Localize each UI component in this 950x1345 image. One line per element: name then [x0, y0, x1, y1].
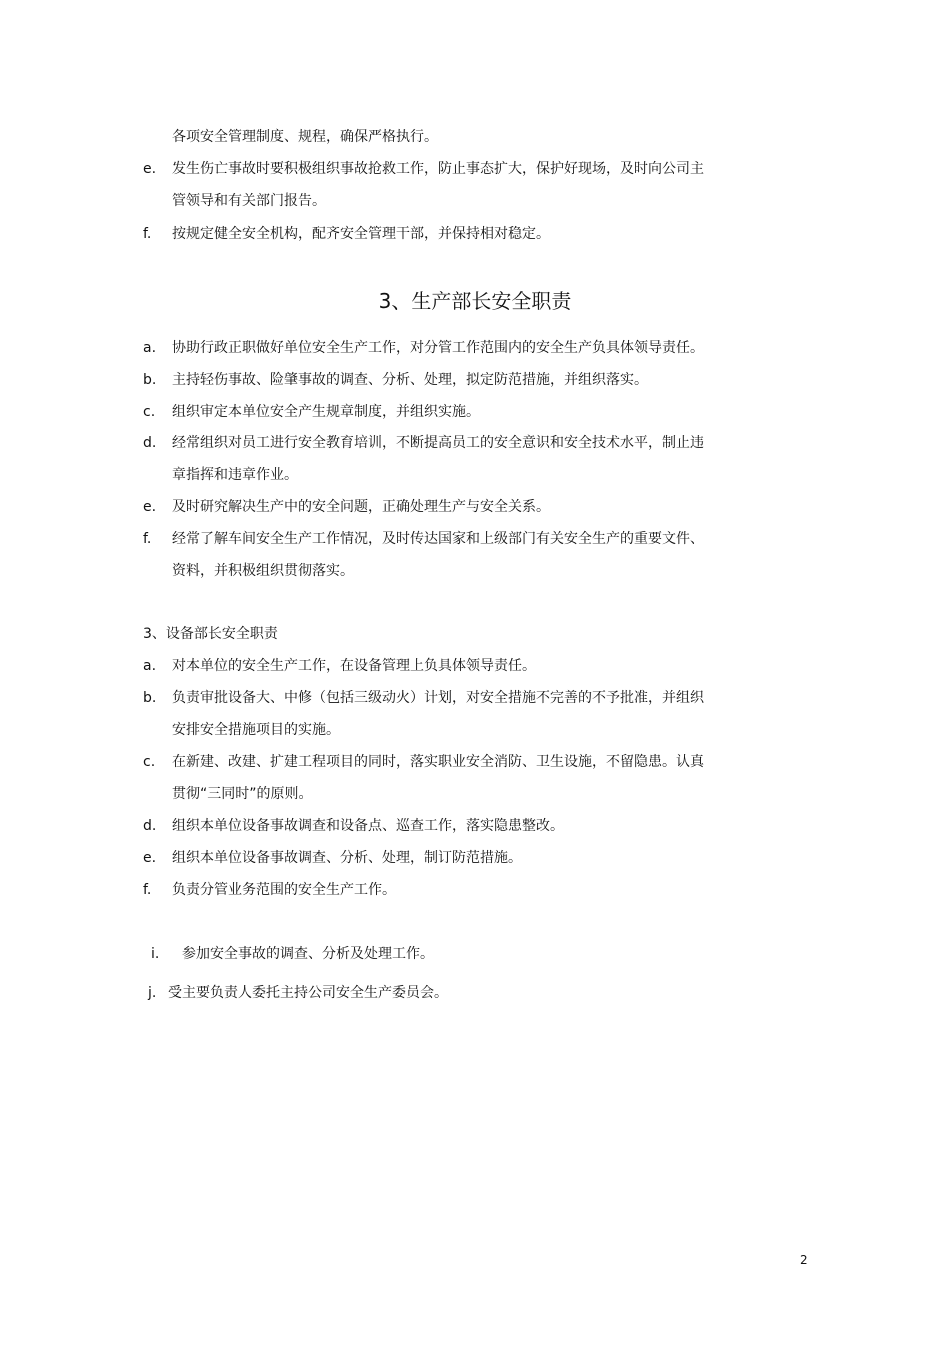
- list-marker: b.: [143, 690, 157, 706]
- list-marker: e.: [143, 499, 157, 515]
- list-item-text: 资料，并积极组织贯彻落实。: [172, 563, 354, 579]
- subsection-heading-text: 3、设备部长安全职责: [143, 626, 278, 642]
- list-marker: a.: [143, 658, 157, 674]
- list-marker: d.: [143, 818, 157, 834]
- list-marker: i.: [151, 946, 160, 962]
- list-marker: b.: [143, 372, 157, 388]
- list-marker: c.: [143, 754, 156, 770]
- list-item-text: 安排安全措施项目的实施。: [172, 722, 340, 738]
- list-item-text: 协助行政正职做好单位安全生产工作，对分管工作范围内的安全生产负具体领导责任。: [172, 340, 704, 356]
- list-item-text: 参加安全事故的调查、分析及处理工作。: [182, 946, 434, 962]
- list-item-text: 在新建、改建、扩建工程项目的同时，落实职业安全消防、卫生设施，不留隐患。认真: [172, 754, 704, 770]
- page-number: 2: [800, 1253, 808, 1267]
- list-item-text: 经常组织对员工进行安全教育培训，不断提高员工的安全意识和安全技术水平，制止违: [172, 435, 704, 451]
- list-item-text: 发生伤亡事故时要积极组织事故抢救工作，防止事态扩大，保护好现场，及时向公司主: [172, 161, 704, 177]
- list-item-text: 组织本单位设备事故调查和设备点、巡查工作，落实隐患整改。: [172, 818, 564, 834]
- section-heading: 3、生产部长安全职责: [378, 289, 572, 313]
- list-item-text: 负责审批设备大、中修（包括三级动火）计划，对安全措施不完善的不予批准，并组织: [172, 690, 704, 706]
- list-item-text: 章指挥和违章作业。: [172, 467, 298, 483]
- list-item-text: 组织本单位设备事故调查、分析、处理，制订防范措施。: [172, 850, 522, 866]
- list-marker: c.: [143, 404, 156, 420]
- list-item-text: 主持轻伤事故、险肇事故的调查、分析、处理，拟定防范措施，并组织落实。: [172, 372, 648, 388]
- list-item-text: 贯彻“三同时”的原则。: [172, 786, 313, 802]
- list-item-text: 组织审定本单位安全产生规章制度，并组织实施。: [172, 404, 480, 420]
- list-item-text: 按规定健全安全机构，配齐安全管理干部，并保持相对稳定。: [172, 226, 550, 242]
- list-item-text: 对本单位的安全生产工作，在设备管理上负具体领导责任。: [172, 658, 536, 674]
- list-marker: e.: [143, 850, 157, 866]
- list-item-text: 负责分管业务范围的安全生产工作。: [172, 882, 396, 898]
- list-marker: a.: [143, 340, 157, 356]
- list-marker: f.: [143, 882, 152, 898]
- list-item-text: 经常了解车间安全生产工作情况，及时传达国家和上级部门有关安全生产的重要文件、: [172, 531, 704, 547]
- list-marker: e.: [143, 161, 157, 177]
- list-marker: f.: [143, 531, 152, 547]
- list-marker: d.: [143, 435, 157, 451]
- list-item-text: 管领导和有关部门报告。: [172, 193, 326, 209]
- continuation-text: 各项安全管理制度、规程，确保严格执行。: [172, 129, 438, 145]
- list-marker: j.: [148, 985, 157, 1001]
- list-item-text: 及时研究解决生产中的安全问题，正确处理生产与安全关系。: [172, 499, 550, 515]
- list-item-text: 受主要负责人委托主持公司安全生产委员会。: [168, 985, 448, 1001]
- list-marker: f.: [143, 226, 152, 242]
